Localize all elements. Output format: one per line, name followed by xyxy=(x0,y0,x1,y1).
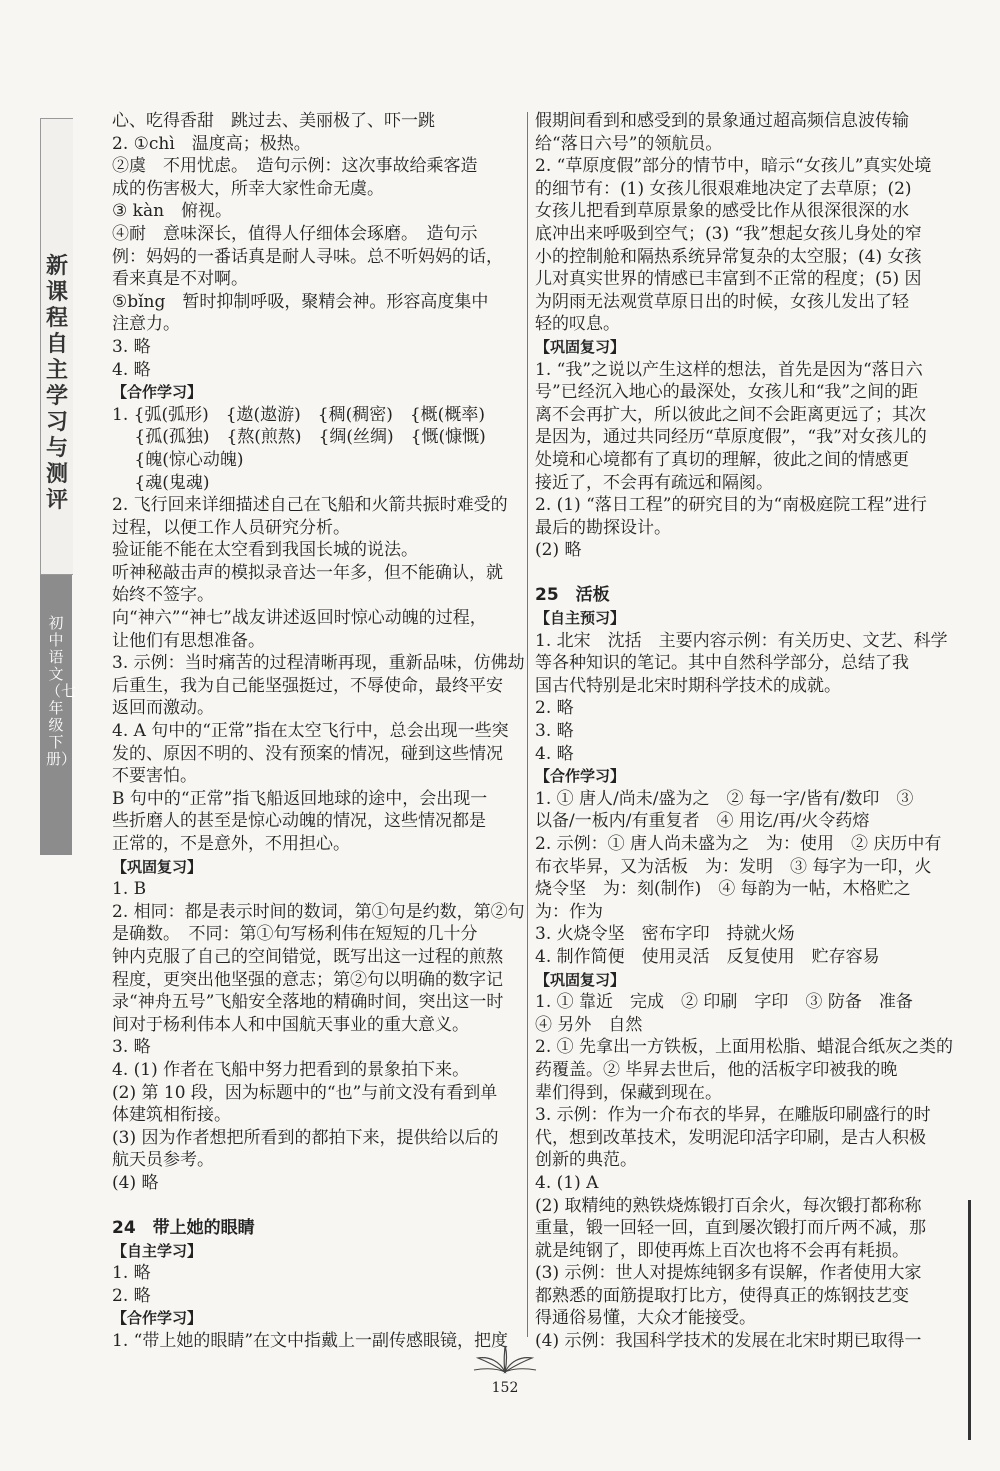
floral-ornament-icon xyxy=(470,1342,540,1378)
right-column-line: 等各种知识的笔记。其中自然科学部分，总结了我 xyxy=(535,653,909,674)
right-column-line: 以备/一板内/有重复者 ④ 用讫/再/火令药熔 xyxy=(535,811,870,832)
right-column-line: 就是纯钢了，即使再炼上百次也将不会再有耗损。 xyxy=(535,1240,909,1261)
left-column-line: 注意力。 xyxy=(112,314,180,335)
right-column-line: 国古代特别是北宋时期科学技术的成就。 xyxy=(535,675,841,696)
right-column-line: 2. ① 先拿出一方铁板，上面用松脂、蜡混合纸灰之类的 xyxy=(535,1037,954,1058)
left-column-line: 心、吃得香甜 跳过去、美丽极了、吓一跳 xyxy=(112,111,435,131)
right-column-line: 代，想到改革技术，发明泥印活字印刷，是古人积极 xyxy=(535,1127,926,1148)
left-column-line: 返回而激动。 xyxy=(112,698,214,719)
right-column-line: (4) 示例：我国科学技术的发展在北宋时期已取得一 xyxy=(535,1331,922,1352)
right-column-line: ④ 另外 自然 xyxy=(535,1014,643,1035)
right-column-line: 1. 北宋 沈括 主要内容示例：有关历史、文艺、科学 xyxy=(535,630,948,651)
right-column-line: 1. ① 靠近 完成 ② 印刷 字印 ③ 防备 准备 xyxy=(535,992,913,1013)
left-column-line xyxy=(112,1195,522,1218)
left-column-line: 向“神六”“神七”战友讲述返回时惊心动魄的过程， xyxy=(112,608,487,629)
left-column-line: 3. 略 xyxy=(112,1037,151,1058)
left-column-line: 体建筑相衔接。 xyxy=(112,1105,231,1126)
left-column-line: 不要害怕。 xyxy=(112,766,197,787)
subject-label: 初中语文（七年级下册） xyxy=(46,614,77,768)
column-divider xyxy=(527,112,528,1337)
right-column-line: 号”已经沉入地心的最深处，女孩儿和“我”之间的距 xyxy=(535,382,919,403)
left-column-line: 看来真是不对啊。 xyxy=(112,269,248,290)
right-column-line: (2) 略 xyxy=(535,540,582,561)
left-column-line: 验证能不能在太空看到我国长城的说法。 xyxy=(112,540,418,561)
right-column-line: 药覆盖。② 毕昇去世后，他的活板字印被我的晚 xyxy=(535,1059,898,1080)
right-column-line: 重量，锻一回轻一回，直到屡次锻打而斤两不减，那 xyxy=(535,1218,926,1239)
right-column-line: 布衣毕昇，又为活板 为：发明 ③ 每字为一印，火 xyxy=(535,856,932,877)
right-column-line: 3. 示例：作为一介布衣的毕昇，在雕版印刷盛行的时 xyxy=(535,1105,931,1126)
right-column-line xyxy=(535,562,955,585)
left-column-line: (3) 因为作者想把所看到的都拍下来，提供给以后的 xyxy=(112,1127,499,1148)
left-column-line: 航天员参考。 xyxy=(112,1150,214,1171)
left-column-line: 让他们有思想准备。 xyxy=(112,630,265,651)
right-column-line: 轻的叹息。 xyxy=(535,314,620,335)
left-column-line: 【自主学习】 xyxy=(112,1241,203,1260)
left-column-line: 成的伤害极大，所幸大家性命无虞。 xyxy=(112,178,384,199)
left-column xyxy=(112,110,525,1353)
left-column-line: {孤(孤独) {熬(煎熬) {绸(丝绸) {慨(慷慨) xyxy=(112,427,486,448)
left-column-line: 24 带上她的眼睛 xyxy=(112,1218,255,1239)
right-column-line: 最后的勘探设计。 xyxy=(535,517,671,538)
left-column-line: 例：妈妈的一番话真是耐人寻味。总不听妈妈的话， xyxy=(112,246,503,267)
spine-book-title xyxy=(40,118,73,575)
left-column-line: 是确数。 不同：第①句写杨利伟在短短的几十分 xyxy=(112,924,478,945)
left-column-line: 【合作学习】 xyxy=(112,383,203,402)
right-column-line: 得通俗易懂，大众才能接受。 xyxy=(535,1308,756,1329)
right-column-line: 【合作学习】 xyxy=(535,767,626,786)
left-column-line: ②虞 不用忧虑。 造句示例：这次事故给乘客造 xyxy=(112,156,478,177)
left-column-line: 程度，更突出他坚强的意志；第②句以明确的数字记 xyxy=(112,969,503,990)
left-column-line: 1. B xyxy=(112,879,147,900)
right-column-line: (3) 示例：世人对提炼纯钢多有误解，作者使用大家 xyxy=(535,1263,922,1284)
right-column-line: 给“落日六号”的领航员。 xyxy=(535,133,723,154)
right-column-line: 2. 略 xyxy=(535,698,574,719)
right-column-line: 【巩固复习】 xyxy=(535,970,626,989)
left-column-line: 1. 略 xyxy=(112,1263,151,1284)
left-column-line: 2. 相同：都是表示时间的数词，第①句是约数，第②句 xyxy=(112,901,525,922)
page-number: 152 xyxy=(491,1380,519,1396)
right-column-line: 是因为，通过共同经历“草原度假”，“我”对女孩儿的 xyxy=(535,427,927,448)
right-column-line: 2. (1) “落日工程”的研究目的为“南极庭院工程”进行 xyxy=(535,495,927,516)
left-column-line: {魂(鬼魂) xyxy=(112,472,210,493)
right-column-line: 3. 略 xyxy=(535,721,574,742)
left-column-line: 1. “带上她的眼睛”在文中指戴上一副传感眼镜，把度 xyxy=(112,1331,509,1352)
left-column-line: 听神秘敲击声的模拟录音达一年多，但不能确认，就 xyxy=(112,562,503,583)
right-column-line: 的细节有：(1) 女孩儿很艰难地决定了去草原；(2) xyxy=(535,178,912,199)
right-column-line: 创新的典范。 xyxy=(535,1150,637,1171)
left-column-line: 2. 飞行回来详细描述自己在飞船和火箭共振时难受的 xyxy=(112,495,508,516)
right-column-line: 辈们得到，保藏到现在。 xyxy=(535,1082,722,1103)
left-column-line: 【巩固复习】 xyxy=(112,857,203,876)
left-column-line: 间对于杨利伟本人和中国航天事业的重大意义。 xyxy=(112,1014,469,1035)
left-column-line: 3. 略 xyxy=(112,336,151,357)
left-column-line: (4) 略 xyxy=(112,1172,159,1193)
left-column-line: 过程，以便工作人员研究分析。 xyxy=(112,517,350,538)
right-column-line: 25 活板 xyxy=(535,585,610,606)
left-column-line: ④耐 意味深长，值得人仔细体会琢磨。 造句示 xyxy=(112,223,478,244)
spine-subject xyxy=(40,575,77,855)
page-edge xyxy=(968,1200,971,1440)
left-column-line: 2. 略 xyxy=(112,1285,151,1306)
left-column-line: 1. {弧(弧形) {遨(遨游) {稠(稠密) {概(概率) xyxy=(112,404,485,425)
right-column-line: 2. “草原度假”部分的情节中，暗示“女孩儿”真实处境 xyxy=(535,156,932,177)
left-column-line: 【合作学习】 xyxy=(112,1309,203,1328)
left-column-line: 4. 略 xyxy=(112,359,151,380)
right-column-line: 4. (1) A xyxy=(535,1172,599,1193)
right-column-line: 【巩固复习】 xyxy=(535,337,626,356)
left-column-line: 钟内克服了自己的空间错觉，既写出这一过程的煎熬 xyxy=(112,946,503,967)
right-column-line: 接近了，不会再有疏远和隔阂。 xyxy=(535,472,773,493)
right-column-line: 4. 制作简便 使用灵活 反复使用 贮存容易 xyxy=(535,946,880,967)
left-column-line: 2. ①chì 温度高；极热。 xyxy=(112,133,311,154)
left-column-line: ③ kàn 俯视。 xyxy=(112,201,233,222)
right-column-line: 底冲出来呼吸到空气；(3) “我”想起女孩儿身处的窄 xyxy=(535,223,922,244)
right-column-line: 为阴雨无法观赏草原日出的时候，女孩儿发出了轻 xyxy=(535,291,909,312)
right-column-line: 儿对真实世界的情感已丰富到不正常的程度；(5) 因 xyxy=(535,269,922,290)
left-column-line: 始终不签字。 xyxy=(112,585,214,606)
right-column-line: (2) 取精纯的熟铁烧炼锻打百余火，每次锻打都称称 xyxy=(535,1195,922,1216)
left-column-line: {魄(惊心动魄) xyxy=(112,449,244,470)
left-column-line: 录“神舟五号”飞船安全落地的精确时间，突出这一时 xyxy=(112,992,504,1013)
left-column-line: ⑤bǐng 暂时抑制呼吸，聚精会神。形容高度集中 xyxy=(112,291,489,312)
right-column-line: 离不会再扩大，所以彼此之间不会距离更远了；其次 xyxy=(535,404,926,425)
left-column-line: 后重生，我为自己能坚强挺过，不辱使命，最终平安 xyxy=(112,675,503,696)
left-column-line: 3. 示例：当时痛苦的过程清晰再现，重新品味，仿佛劫 xyxy=(112,653,525,674)
left-column-line: 4. A 句中的“正常”指在太空飞行中，总会出现一些突 xyxy=(112,721,509,742)
left-column-line: 4. (1) 作者在飞船中努力把看到的景象拍下来。 xyxy=(112,1059,470,1080)
right-column-line: 2. 示例：① 唐人尚未盛为之 为：使用 ② 庆历中有 xyxy=(535,834,942,854)
left-column-line: (2) 第 10 段，因为标题中的“也”与前文没有看到单 xyxy=(112,1082,498,1103)
right-column-line: 女孩儿把看到草原景象的感受比作从很深很深的水 xyxy=(535,201,909,222)
right-column-line: 4. 略 xyxy=(535,743,574,764)
right-column-line: 假期间看到和感受到的景象通过超高频信息波传输 xyxy=(535,111,909,131)
left-column-line: 发的、原因不明的、没有预案的情况，碰到这些情况 xyxy=(112,743,503,764)
right-column-line: 1. ① 唐人/尚未/盛为之 ② 每一字/皆有/数印 ③ xyxy=(535,788,914,809)
right-column-line: 3. 火烧令坚 密布字印 持就火炀 xyxy=(535,924,795,945)
right-column xyxy=(535,110,955,1353)
left-column-line: B 句中的“正常”指飞船返回地球的途中，会出现一 xyxy=(112,788,488,809)
right-column-line: 烧令坚 为：刻(制作) ④ 每韵为一帖，木格贮之 xyxy=(535,879,911,900)
left-column-line: 正常的，不是意外，不用担心。 xyxy=(112,834,350,854)
book-title: 新课程自主学习与测评 xyxy=(45,254,68,513)
right-column-line: 处境和心境都有了真切的理解，彼此之间的情感更 xyxy=(535,449,909,470)
right-column-line: 都熟悉的面筋提取打比方，使得真正的炼钢技艺变 xyxy=(535,1285,909,1306)
left-column-line: 些折磨人的甚至是惊心动魄的情况，这些情况都是 xyxy=(112,811,486,832)
right-column-line: 为：作为 xyxy=(535,901,603,922)
right-column-line: 【自主预习】 xyxy=(535,609,626,628)
right-column-line: 小的控制舱和隔热系统异常复杂的太空服；(4) 女孩 xyxy=(535,246,922,267)
right-column-line: 1. “我”之说以产生这样的想法，首先是因为“落日六 xyxy=(535,359,923,380)
